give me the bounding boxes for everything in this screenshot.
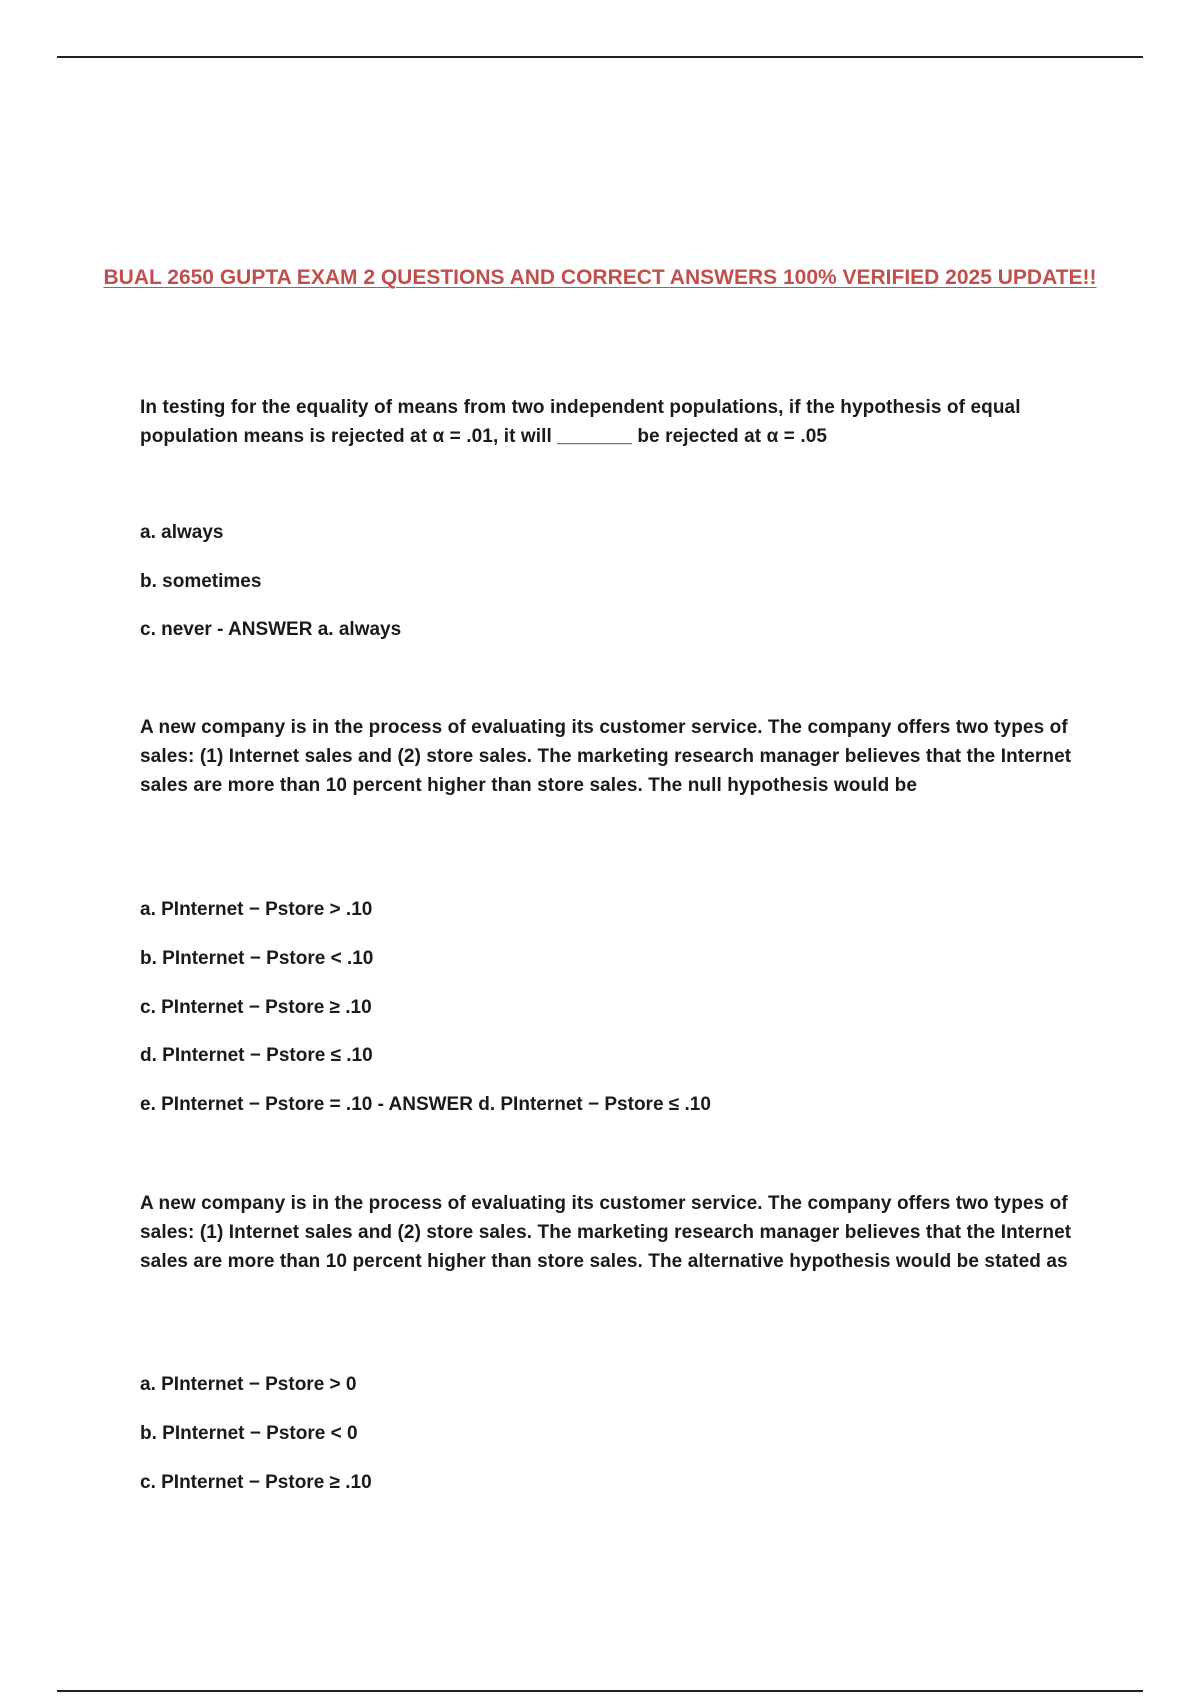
question-2-option-b: b. PInternet − Pstore < .10 bbox=[140, 948, 374, 969]
question-2-option-d: d. PInternet − Pstore ≤ .10 bbox=[140, 1045, 373, 1066]
question-1-option-b: b. sometimes bbox=[140, 571, 262, 592]
question-1-text: In testing for the equality of means from two independent populations, if the hypothesis of equal population means is rejected at α = .01, it will _______ be rejected at α = .05 bbox=[140, 397, 1021, 447]
question-2-option-a: a. PInternet − Pstore > .10 bbox=[140, 899, 373, 920]
footer-rule bbox=[57, 1690, 1143, 1692]
question-3-option-c: c. PInternet − Pstore ≥ .10 bbox=[140, 1472, 372, 1493]
question-2-option-e-answer: e. PInternet − Pstore = .10 - ANSWER d. PInternet − Pstore ≤ .10 bbox=[140, 1094, 711, 1115]
question-3-text: A new company is in the process of evaluating its customer service. The company offers two types of sales: (1) Internet sales and (2) store sales. The marketing research manager believes that the Internet sales are more than 10 percent higher than store sales. The alternative hypothesis would be stated as bbox=[140, 1193, 1072, 1272]
question-2-text: A new company is in the process of evaluating its customer service. The company offers two types of sales: (1) Internet sales and (2) store sales. The marketing research manager believes that the Internet sales are more than 10 percent higher than store sales. The null hypothesis would be bbox=[140, 717, 1072, 796]
question-1-option-a: a. always bbox=[140, 522, 224, 543]
question-1-option-c-answer: c. never - ANSWER a. always bbox=[140, 619, 402, 640]
document-title: BUAL 2650 GUPTA EXAM 2 QUESTIONS AND CORRECT ANSWERS 100% VERIFIED 2025 UPDATE!! bbox=[103, 266, 1097, 289]
header-rule bbox=[57, 56, 1143, 58]
question-3-option-a: a. PInternet − Pstore > 0 bbox=[140, 1374, 357, 1395]
question-3-option-b: b. PInternet − Pstore < 0 bbox=[140, 1423, 358, 1444]
question-2-option-c: c. PInternet − Pstore ≥ .10 bbox=[140, 997, 372, 1018]
